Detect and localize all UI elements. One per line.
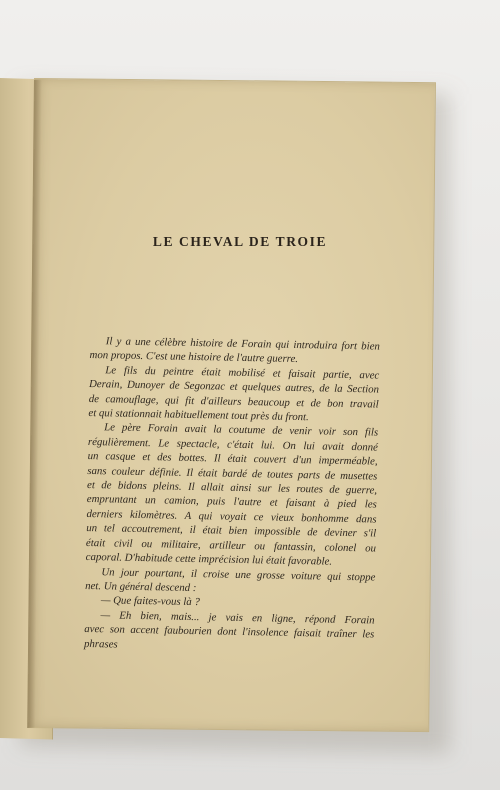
text-line: Il y a une célèbre histoire de Forain qui introduira fort bien — [105, 335, 380, 353]
text-line: Un jour pourtant, il croise une grosse voiture qui stoppe — [101, 565, 376, 584]
chapter-title: LE CHEVAL DE TROIE — [152, 234, 328, 249]
text-line: derniers kilomètres. A qui voyait ce vieux bonhomme dans — [86, 507, 377, 526]
text-line: Le père Forain avait la coutume de venir voir son fils — [104, 421, 379, 439]
text-line: un casque et des bottes. Il était couvert d'un imperméable, — [87, 450, 378, 468]
text-line: net. Un général descend : — [85, 579, 197, 594]
text-line: Derain, Dunoyer de Segonzac et quelques autres, de la Section — [88, 378, 380, 396]
text-line: et de bidons pleins. Il allait ainsi sur les routes de guerre, — [86, 479, 378, 497]
text-line: de camouflage, qui fit d'ailleurs beaucoup et de bon travail — [88, 392, 379, 411]
text-line: phrases — [83, 637, 118, 651]
text-line: empruntant un camion, puis l'autre et faisant à pied les — [86, 493, 377, 512]
text-line: mon propos. C'est une histoire de l'autre guerre. — [89, 349, 299, 366]
text-line: et qui stationnait habituellement tout près du front. — [88, 407, 309, 424]
page-text — [84, 334, 380, 656]
dialogue-line: — Que faites-vous là ? — [100, 594, 200, 609]
text-line: avec son accent faubourien dont l'insolence faisait traîner les — [84, 623, 375, 641]
text-line: était civil ou militaire, artilleur ou fantassin, colonel ou — [85, 536, 377, 555]
text-line: Le fils du peintre était mobilisé et faisait partie, avec — [105, 364, 380, 382]
text-line: caporal. D'habitude cette imprécision lui était favorable. — [85, 551, 333, 568]
text-line: régulièrement. Le spectacle, c'était lui. On lui avait donné — [87, 435, 378, 454]
text-line: sans couleur définie. Il était bardé de toutes parts de musettes — [87, 464, 378, 483]
dialogue-line: — Eh bien, mais... je vais en ligne, répond Forain — [100, 608, 375, 627]
text-line: un tel accoutrement, il était bien impossible de deviner s'il — [86, 522, 377, 540]
